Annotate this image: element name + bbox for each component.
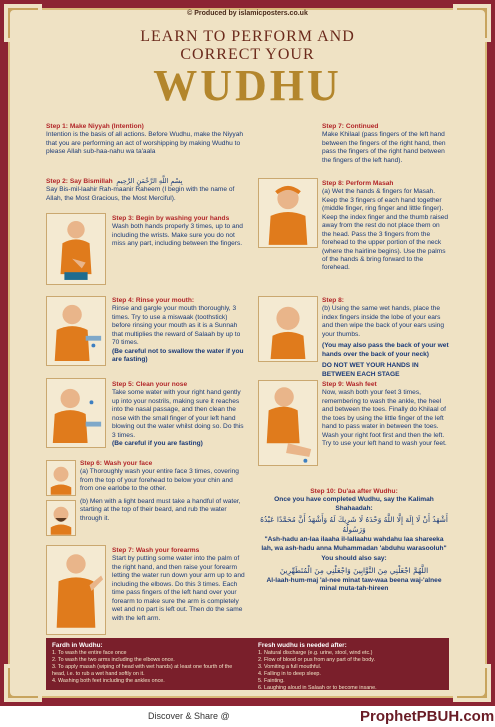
shahaadah-transliteration: "Ash-hadu an-laa ilaaha il-lallaahu wahdahu laa shareeka lah, wa ash-hadu anna Muhammadan 'abduhu warasooluh" <box>261 536 447 552</box>
step-6-text-b: (b) Men with a light beard must take a handful of water, starting at the top of their beard, and rub the water through it. <box>80 497 241 522</box>
fresh-wudhu-heading: Fresh wudhu is needed after: <box>258 642 347 649</box>
step-7-continued <box>322 123 450 165</box>
ear-wiping-illustration <box>258 296 318 362</box>
step-2-heading: Step 2: Say Bismillah <box>46 178 113 185</box>
step-10-text: Once you have completed Wudhu, say the Kalimah Shahaadah: <box>274 496 434 512</box>
footer-band <box>46 638 449 690</box>
shahaadah-arabic: أَشْهَدُ أَنْ لَا إِلَهَ إِلَّا اللَّهُ وَحْدَهُ لَا شَرِيكَ لَهُ وَأَشْهَدُ أَنَّ مُحَمَّدًا عَبْدُهُ وَرَسُولُهُ <box>260 515 448 534</box>
beard-washing-illustration <box>46 500 76 536</box>
step-8-note-2: DO NOT WET YOUR HANDS IN BETWEEN EACH STAGE <box>322 362 419 378</box>
fardh-item: 2. To wash the two arms including the elbows once. <box>52 657 175 664</box>
step-6-heading: Step 6: Wash your face <box>80 460 153 467</box>
step-10 <box>258 488 450 594</box>
face-washing-illustration <box>46 460 76 496</box>
step-7-continued-text: Make Khilaal (pass fingers of the left hand between the fingers of the right hand, then pass the fingers of the right hand between the fingers of the left hand). <box>322 131 446 164</box>
step-7-continued-heading: Step 7: Continued <box>322 123 379 130</box>
step-8b <box>322 297 450 379</box>
step-10-heading: Step 10: Du'aa after Wudhu: <box>310 488 398 495</box>
fresh-wudhu-section <box>258 642 443 692</box>
share-bar <box>0 706 495 727</box>
credit-line: © Produced by islamicposters.co.uk <box>187 10 308 17</box>
fardh-item: 1. To wash the entire face once <box>52 650 127 657</box>
step-4-note: (Be careful not to swallow the water if you are fasting) <box>112 347 244 364</box>
title-line-1: LEARN TO PERFORM AND <box>140 28 355 45</box>
step-8-text-b: (b) Using the same wet hands, place the index fingers inside the lobe of your ears and then wipe the back of your ears using your thumbs. <box>322 305 445 338</box>
step-3-text: Wash both hands properly 3 times, up to and including the wrists. Make sure you do not miss any part, including between the fingers. <box>112 223 243 248</box>
step-9-text: Now, wash both your feet 3 times, remembering to wash the ankle, the heel and between the toes. Finally do Khilaal of the toes by using the little finger of the left hand to pass water in between the toes. Wash your right foot first and then the left. Try to use your left hand to wash your feet. <box>322 389 447 448</box>
step-8-heading: Step 8: Perform Masah <box>322 180 394 187</box>
step-3-heading: Step 3: Begin by washing your hands <box>112 215 230 222</box>
title-line-2: CORRECT YOUR <box>180 46 315 63</box>
step-4 <box>112 297 246 365</box>
hand-washing-illustration <box>46 213 106 285</box>
step-8b-heading: Step 8: <box>322 297 344 304</box>
ornament-corner-icon <box>451 662 493 704</box>
mouth-rinsing-illustration <box>46 296 106 366</box>
fresh-wudhu-item: 5. Fainting. <box>258 678 285 685</box>
step-7 <box>112 547 246 623</box>
step-6 <box>80 460 246 523</box>
step-7-text: Start by putting some water into the palm of the right hand, and then raise your forearm letting the water run down your arm up to and including the elbows. Do this 3 times. Each time pass fingers of the left hand over your forearm to make sure the arm is completely wet and no part is left out. Then do the same with the left arm. <box>112 555 245 622</box>
fardh-section <box>52 642 237 685</box>
fardh-item: 3. To apply masah (wiping of head with wet hands) at least one fourth of the head, i.e. to rub a wet hand softly on it. <box>52 664 233 678</box>
nose-cleaning-illustration <box>46 378 106 448</box>
step-5-note: (Be careful if you are fasting) <box>112 440 203 448</box>
fardh-item: 4. Washing both feet including the ankles once. <box>52 678 165 685</box>
step-8-text-a: (a) Wet the hands & fingers for Masah. Keep the 3 fingers of each hand together (middle finger, ring finger and little finger). Keep the index finger and the thumb raised away from the rest do not place them on the head. Pass the 3 fingers from the forehead to the upper portion of the neck (where the hairline begins). Use the palms of the hands & bring forward to the forehead. <box>322 188 449 272</box>
fresh-wudhu-item: 3. Vomiting a full mouthful. <box>258 664 322 671</box>
dua-transliteration: Al-laah-hum-maj 'al-nee minat taw-waa beena waj-'alnee minal muta-tah-hireen <box>266 577 442 593</box>
fresh-wudhu-item: 6. Laughing aloud in Salaah or to become insane. <box>258 685 377 692</box>
step-9-heading: Step 9: Wash feet <box>322 381 377 388</box>
step-10-also-say: You should also say: <box>321 555 387 563</box>
fresh-wudhu-item: 2. Flow of blood or pus from any part of the body. <box>258 657 376 664</box>
step-8-note-1: (You may also pass the back of your wet hands over the back of your neck) <box>322 342 449 358</box>
step-5-heading: Step 5: Clean your nose <box>112 381 188 388</box>
step-7-heading: Step 7: Wash your forearms <box>112 547 200 554</box>
masah-head-illustration <box>258 178 318 248</box>
step-3 <box>112 215 246 249</box>
step-8a <box>322 180 450 273</box>
step-5 <box>112 381 246 449</box>
fardh-heading: Fardh in Wudhu: <box>52 642 103 649</box>
step-2-text: Say Bis-mil-laahir Rah-maanir Raheem (I begin with the name of Allah, the Most Gracious, the Most Merciful). <box>46 186 235 202</box>
step-4-heading: Step 4: Rinse your mouth: <box>112 297 195 304</box>
discover-share-label: Discover & Share @ <box>148 711 230 721</box>
step-5-text: Take some water with your right hand gently up into your nostrils, making sure it reaches into the nasal passage, and then clean the nose with the small finger of your left hand blowing out the water whilst doing so. Do this 3 times. <box>112 389 244 439</box>
step-2 <box>46 177 246 203</box>
fresh-wudhu-item: 1. Natural discharge (e.g. urine, stool, wind etc.) <box>258 650 373 657</box>
ornament-corner-icon <box>2 662 44 704</box>
step-1-heading: Step 1: Make Niyyah (Intention) <box>46 123 144 130</box>
step-4-text: Rinse and gargle your mouth thoroughly, 3 times. Try to use a miswaak (toothstick) before rinsing your mouth as it is a Sunnah that multiplies the reward of Salaah by up to 70 times. <box>112 305 241 347</box>
site-link[interactable]: ProphetPBUH.com <box>360 708 495 725</box>
page-title: WUDHU <box>153 61 342 110</box>
foot-washing-illustration <box>258 380 318 466</box>
step-9 <box>322 381 450 449</box>
dua-arabic: اللَّهُمَّ اجْعَلْنِي مِنَ التَّوَّابِينَ وَاجْعَلْنِي مِنَ الْمُتَطَهِّرِينَ <box>279 565 429 575</box>
step-6-text-a: (a) Thoroughly wash your entire face 3 times, covering from the top of your forehead to below your chin and from one earlobe to the other. <box>80 468 239 493</box>
step-2-arabic: بِسْمِ اللَّهِ الرَّحْمَنِ الرَّحِيمِ <box>116 177 183 185</box>
step-1-text: Intention is the basis of all actions. Before Wudhu, make the Niyyah that you are performing an act of worshipping by making Wudhu to please Allah sub-haa-nahu wa ta'aala <box>46 131 244 156</box>
forearm-washing-illustration <box>46 545 106 635</box>
fresh-wudhu-item: 4. Falling in to deep sleep. <box>258 671 321 678</box>
step-1 <box>46 123 246 157</box>
